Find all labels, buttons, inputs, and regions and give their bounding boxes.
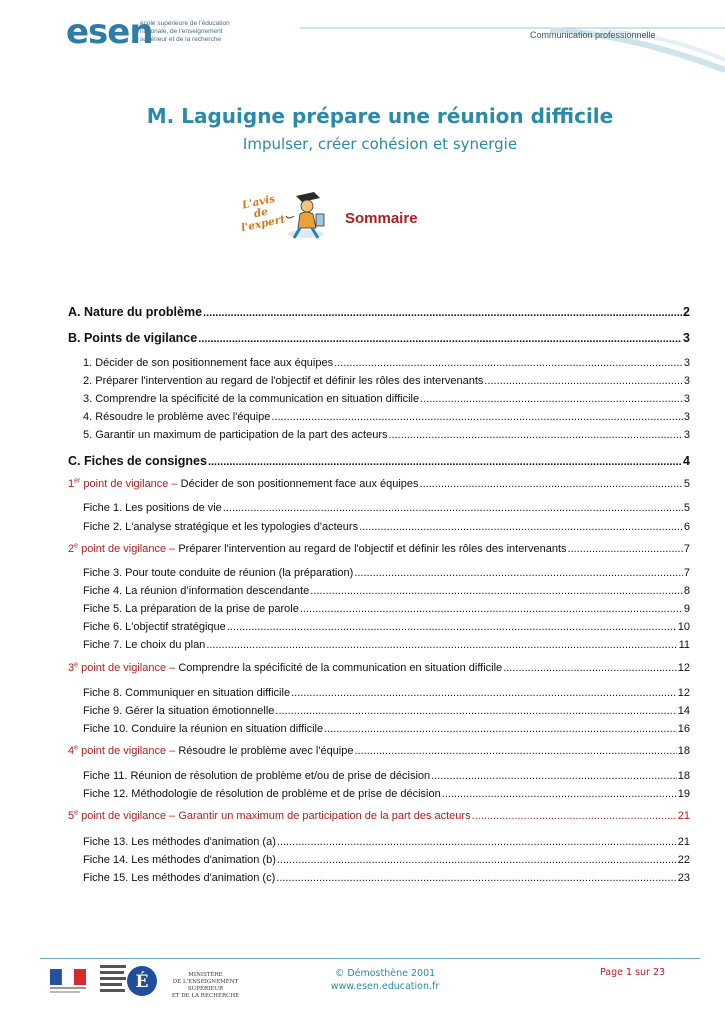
toc-label: A. Nature du problème [68,305,203,319]
vigilance-prefix: point de vigilance – [80,478,181,490]
toc-page-number: 7 [683,567,690,579]
toc-item[interactable] [83,375,690,387]
toc-page-number: 3 [683,411,690,423]
toc-fiche[interactable] [83,854,690,866]
vigilance-ordinal: e [74,662,79,669]
toc-fiche[interactable] [83,567,690,579]
toc-page-number: 10 [677,621,690,633]
footer-divider [40,958,700,959]
vigilance-number: 5 [68,810,75,822]
toc-label: Fiche 5. La préparation de la prise de parole [83,603,299,615]
toc-label: Fiche 13. Les méthodes d'animation (a) [83,836,276,848]
toc-page-number: 23 [677,872,690,884]
toc-label: 4. Résoudre le problème avec l'équipe [83,411,271,423]
toc-page-number: 12 [677,662,690,674]
toc-leader [388,429,682,441]
footer-copyright: © Démosthène 2001 [334,968,436,979]
toc-label: C. Fiches de consignes [68,454,207,468]
footer-credits [300,967,470,993]
toc-leader [203,307,682,319]
toc-label: 2. Préparer l'intervention au regard de l'objectif et définir les rôles des intervenants [83,375,484,387]
toc-leader [198,333,682,345]
toc-label: Fiche 3. Pour toute conduite de réunion (la préparation) [83,567,354,579]
toc-vigilance-2[interactable] [68,543,690,555]
vigilance-prefix: point de vigilance – [78,810,179,822]
toc-leader [431,770,677,782]
vigilance-number: 3 [68,662,75,674]
toc-page-number: 11 [678,639,690,651]
toc-fiche[interactable] [83,723,690,735]
toc-vigilance-3[interactable] [68,662,690,674]
toc-page-number: 14 [677,705,690,717]
toc-leader [276,872,676,884]
header-section-label: Communication professionnelle [530,30,656,40]
toc-leader [354,567,683,579]
esen-logo-subtitle: école supérieure de l'éducation nationale, de l'enseignement supérieur et de la recherche [140,20,230,43]
toc-leader [291,687,677,699]
toc-label: Fiche 6. L'objectif stratégique [83,621,226,633]
toc-label: Fiche 1. Les positions de vie [83,502,222,514]
vigilance-ordinal: er [74,478,81,485]
toc-page-number: 3 [683,357,690,369]
toc-fiche[interactable] [83,687,690,699]
toc-vigilance-1[interactable] [68,478,690,490]
toc-leader [354,745,676,757]
toc-leader [503,662,677,674]
toc-label: Fiche 12. Méthodologie de résolution de problème et de prise de décision [83,788,441,800]
toc-label: Fiche 4. La réunion d’information descendante [83,585,310,597]
vigilance-title: Résoudre le problème avec l'équipe [178,745,354,757]
esen-logo: esen [66,12,153,52]
toc-leader [420,478,683,490]
expert-badge-text: L'avis de l'expert [240,192,287,235]
toc-label: 5. Garantir un maximum de participation de la part des acteurs [83,429,388,441]
toc-fiche[interactable] [83,836,690,848]
toc-fiche[interactable] [83,872,690,884]
toc-page-number: 7 [683,543,690,555]
toc-page-number: 3 [683,375,690,387]
toc-page-number: 12 [677,687,690,699]
toc-leader [324,723,677,735]
toc-fiche[interactable] [83,603,690,615]
sommaire-heading: Sommaire [345,210,418,227]
toc-leader [568,543,683,555]
toc-leader [359,521,683,533]
toc-page-number: 2 [683,305,690,319]
page-subtitle: Impulser, créer cohésion et synergie [242,135,518,153]
toc-vigilance-5[interactable] [68,810,690,822]
toc-leader [442,788,677,800]
vigilance-title: Garantir un maximum de participation de la part des acteurs [178,810,471,822]
toc-fiche[interactable] [83,502,690,514]
toc-page-number: 21 [677,810,690,822]
toc-leader [420,393,683,405]
toc-label: 3. Comprendre la spécificité de la communication en situation difficile [83,393,420,405]
toc-page-number: 16 [677,723,690,735]
vigilance-title: Préparer l'intervention au regard de l'objectif et définir les rôles des intervenants [178,543,567,555]
toc-section-c[interactable] [68,454,690,468]
toc-label: Fiche 7. Le choix du plan [83,639,206,651]
vigilance-ordinal: e [74,810,79,817]
toc-page-number: 5 [683,502,690,514]
toc-leader [277,854,677,866]
toc-page-number: 9 [683,603,690,615]
toc-page-number: 5 [683,478,690,490]
toc-section-b[interactable] [68,331,690,345]
toc-fiche[interactable] [83,705,690,717]
toc-fiche[interactable] [83,770,690,782]
toc-item[interactable] [83,357,690,369]
vigilance-ordinal: e [74,543,79,550]
toc-leader [271,411,682,423]
toc-label: Fiche 2. L'analyse stratégique et les typologies d'acteurs [83,521,359,533]
toc-label: Fiche 11. Réunion de résolution de problème et/ou de prise de décision [83,770,431,782]
toc-leader [208,456,682,468]
vigilance-number: 2 [68,543,75,555]
vigilance-title: Décider de son positionnement face aux équipes [180,478,419,490]
vigilance-number: 4 [68,745,75,757]
toc-page-number: 21 [677,836,690,848]
toc-section-a[interactable] [68,305,690,319]
toc-page-number: 18 [677,770,690,782]
toc-leader [334,357,683,369]
toc-page-number: 22 [677,854,690,866]
ministry-label: MINISTÈRE DE L'ENSEIGNEMENT SUPÉRIEUR ET DE LA RECHERCHE [171,972,240,999]
vigilance-prefix: point de vigilance – [78,745,179,757]
toc-page-number: 3 [683,331,690,345]
vigilance-prefix: point de vigilance – [78,543,179,555]
header-swoosh-decoration [300,20,725,80]
toc-page-number: 4 [683,454,690,468]
toc-leader [277,836,677,848]
vigilance-title: Comprendre la spécificité de la communication en situation difficile [178,662,503,674]
svg-text:É: É [135,972,149,992]
toc-leader [206,639,677,651]
toc-fiche[interactable] [83,521,690,533]
toc-label: B. Points de vigilance [68,331,198,345]
toc-label: 1. Décider de son positionnement face aux équipes [83,357,334,369]
vigilance-number: 1 [68,478,75,490]
toc-item[interactable] [83,429,690,441]
vigilance-ordinal: e [74,745,79,752]
toc-label: Fiche 9. Gérer la situation émotionnelle [83,705,275,717]
toc-fiche[interactable] [83,585,690,597]
toc-page-number: 8 [683,585,690,597]
toc-label: Fiche 10. Conduire la réunion en situation difficile [83,723,324,735]
toc-item[interactable] [83,393,690,405]
vigilance-prefix: point de vigilance – [78,662,179,674]
toc-label: Fiche 14. Les méthodes d'animation (b) [83,854,276,866]
page-title: M. Laguigne prépare une réunion difficile [146,104,614,128]
toc-fiche[interactable] [83,639,690,651]
footer-url-link[interactable]: www.esen.education.fr [330,981,440,992]
toc-page-number: 19 [677,788,690,800]
toc-leader [472,810,677,822]
toc-page-number: 6 [683,521,690,533]
toc-leader [223,502,683,514]
toc-leader [484,375,682,387]
toc-leader [227,621,677,633]
footer-page-number: Page 1 sur 23 [600,967,666,978]
toc-vigilance-4[interactable] [68,745,690,757]
toc-fiche[interactable] [83,788,690,800]
toc-leader [300,603,683,615]
toc-leader [275,705,676,717]
toc-page-number: 18 [677,745,690,757]
toc-label: Fiche 15. Les méthodes d'animation (c) [83,872,276,884]
toc-fiche[interactable] [83,621,690,633]
toc-leader [310,585,683,597]
toc-label: Fiche 8. Communiquer en situation difficile [83,687,291,699]
toc-page-number: 3 [683,429,690,441]
toc-item[interactable] [83,411,690,423]
toc-page-number: 3 [683,393,690,405]
